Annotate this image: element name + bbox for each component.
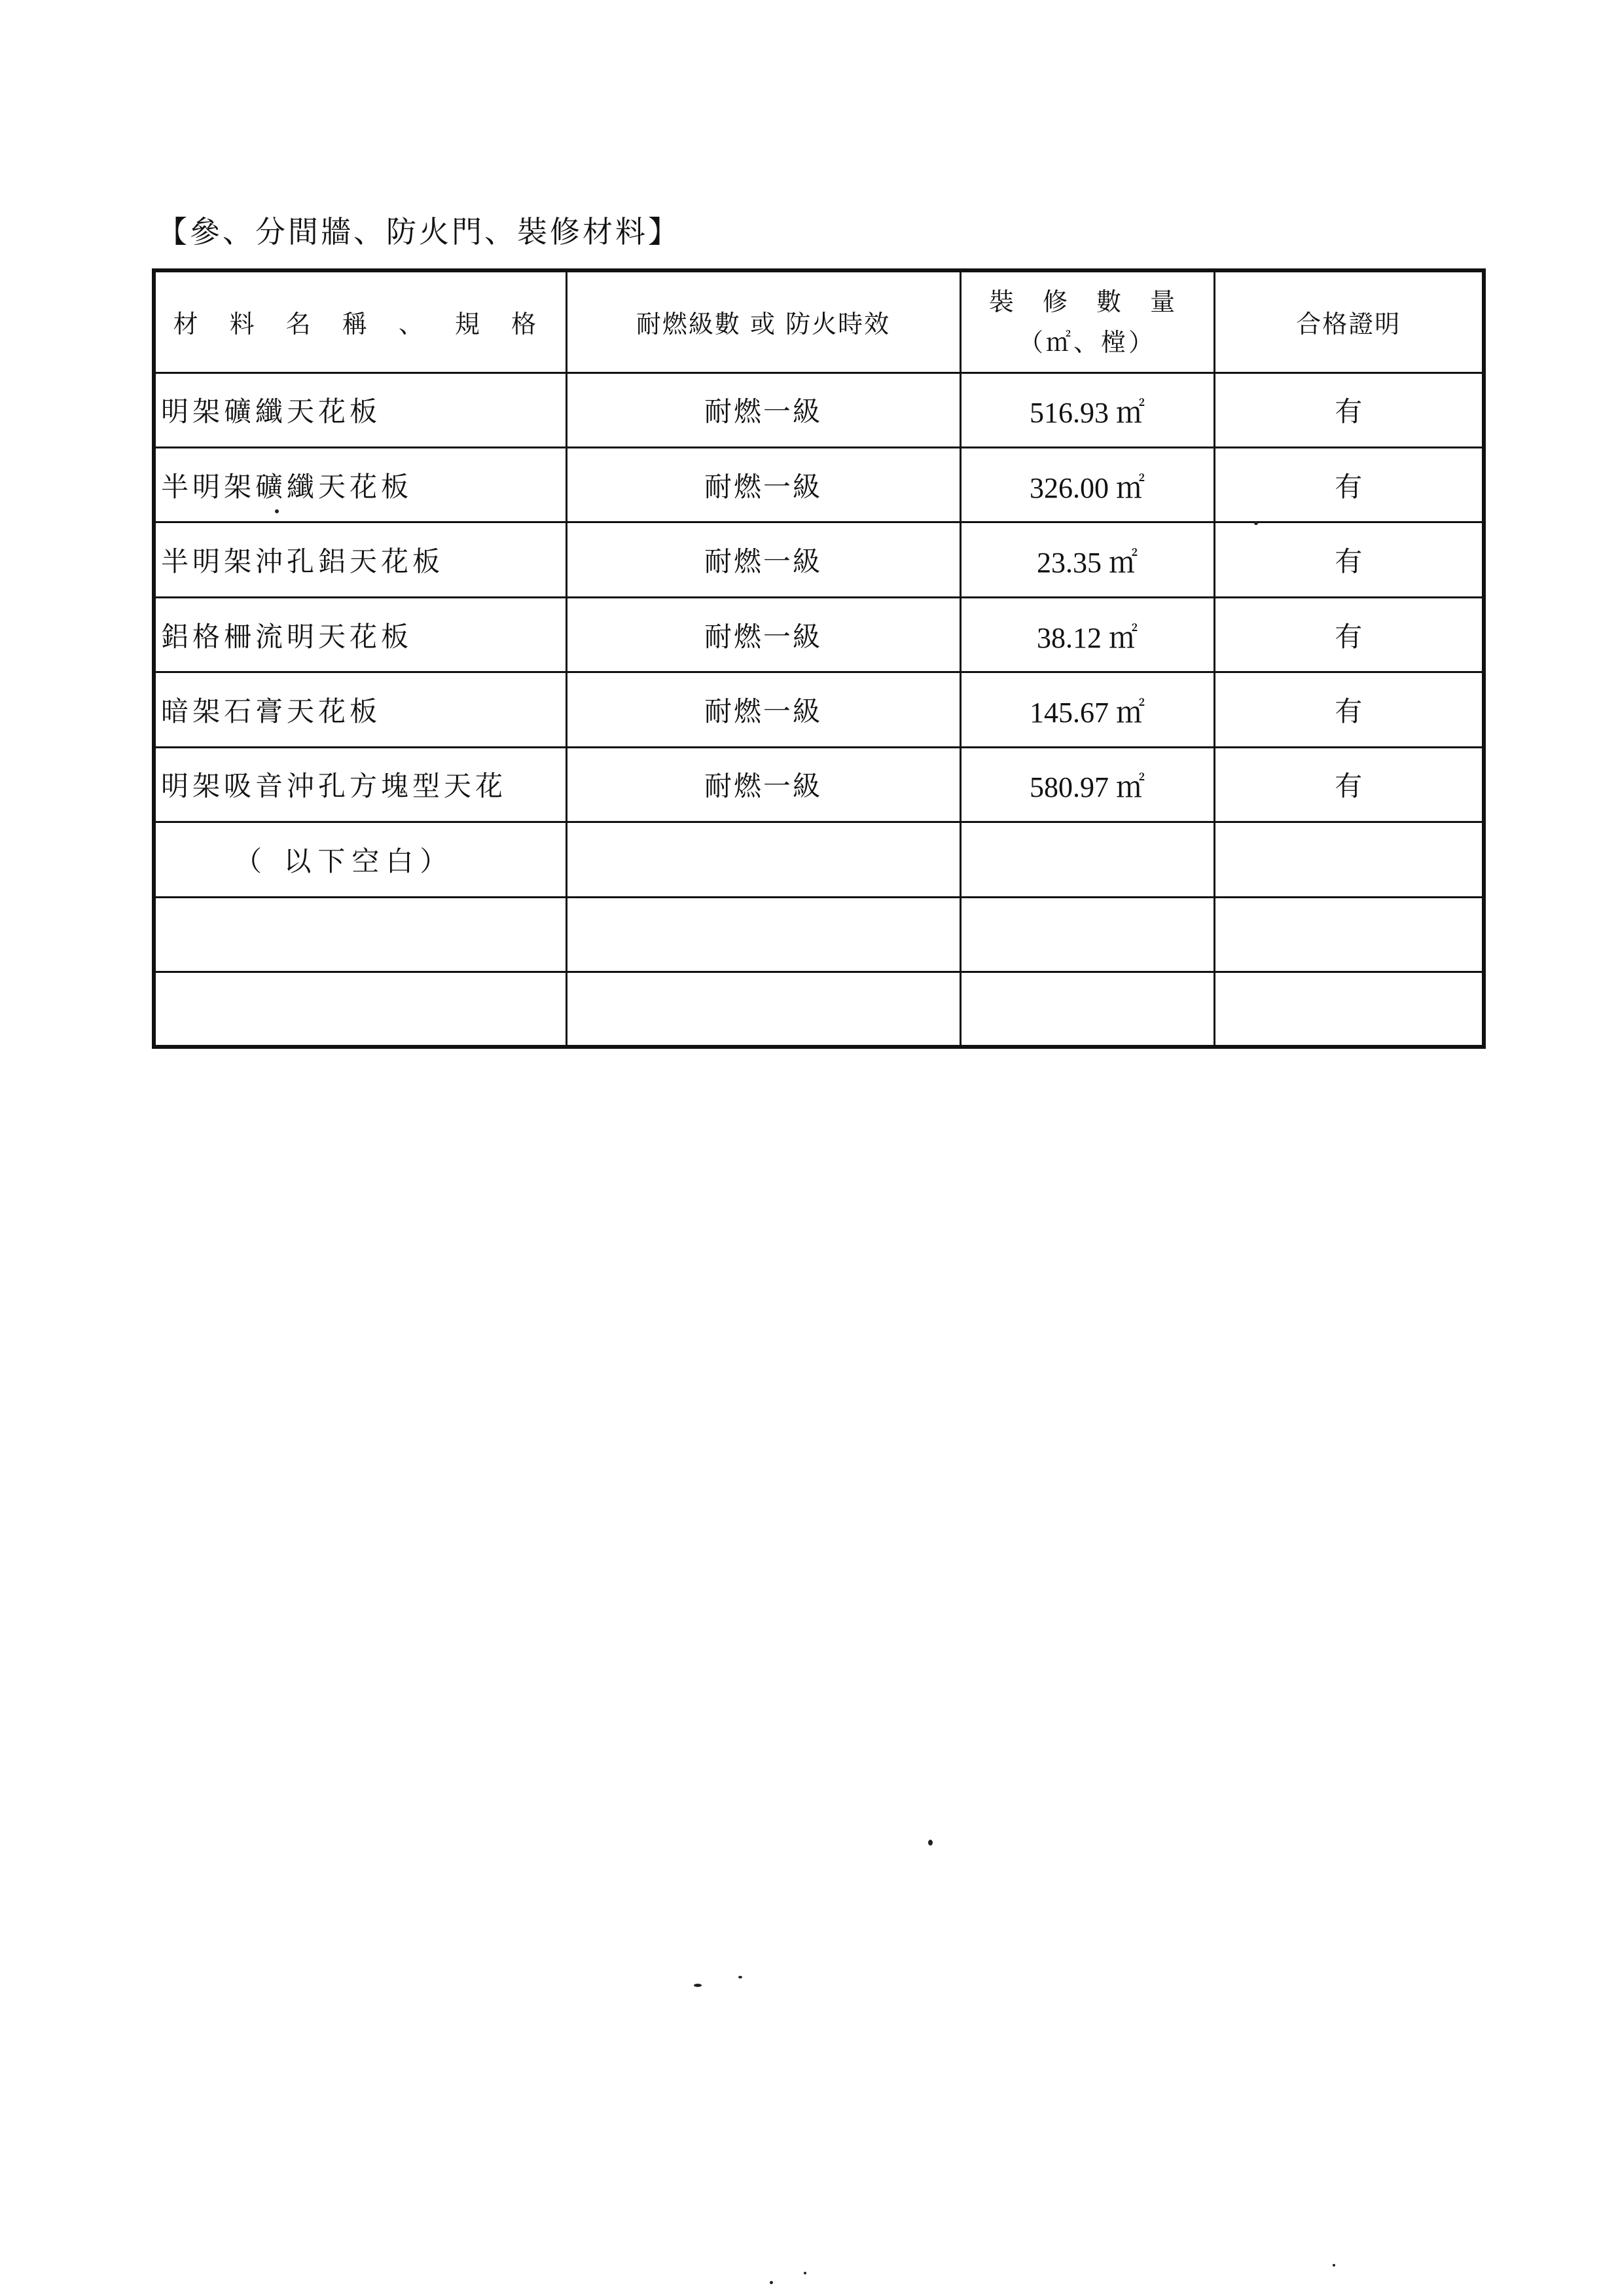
quantity-cell: 516.93 ㎡ xyxy=(960,373,1214,447)
scan-speck xyxy=(804,2272,806,2274)
header-quantity xyxy=(960,270,1214,373)
material-name-cell: 半明架沖孔鋁天花板 xyxy=(154,522,566,597)
certificate-cell: 有 xyxy=(1214,447,1484,522)
certificate-cell: 有 xyxy=(1214,597,1484,672)
empty-cell xyxy=(154,972,566,1048)
materials-table xyxy=(152,268,1486,1049)
header-quantity-line2: （㎡、樘） xyxy=(1018,327,1156,357)
empty-cell xyxy=(1214,897,1484,972)
fire-rating-cell: 耐燃一級 xyxy=(566,672,960,747)
table-row xyxy=(154,747,1484,822)
empty-cell xyxy=(1214,822,1484,897)
empty-cell xyxy=(566,972,960,1048)
scan-speck xyxy=(928,1840,933,1846)
empty-cell xyxy=(566,822,960,897)
certificate-cell: 有 xyxy=(1214,747,1484,822)
fire-rating-cell: 耐燃一級 xyxy=(566,522,960,597)
fire-rating-cell: 耐燃一級 xyxy=(566,597,960,672)
header-material-name: 材 料 名 稱 、 規 格 xyxy=(154,270,566,373)
blank-note-cell: （ 以下空白） xyxy=(154,822,566,897)
table-row-empty xyxy=(154,972,1484,1048)
table-header-row xyxy=(154,270,1484,373)
scan-speck xyxy=(694,1984,702,1987)
certificate-cell: 有 xyxy=(1214,373,1484,447)
certificate-cell: 有 xyxy=(1214,522,1484,597)
table-row xyxy=(154,522,1484,597)
header-quantity-line1: 裝 修 數 量 xyxy=(988,287,1186,316)
table-row xyxy=(154,447,1484,522)
header-certificate: 合格證明 xyxy=(1214,270,1484,373)
header-fire-rating: 耐燃級數 或 防火時效 xyxy=(566,270,960,373)
quantity-cell: 326.00 ㎡ xyxy=(960,447,1214,522)
fire-rating-cell: 耐燃一級 xyxy=(566,447,960,522)
quantity-cell: 23.35 ㎡ xyxy=(960,522,1214,597)
scan-speck xyxy=(275,509,279,513)
scan-speck xyxy=(1254,521,1258,525)
material-name-cell: 明架吸音沖孔方塊型天花 xyxy=(154,747,566,822)
table-row-empty xyxy=(154,897,1484,972)
fire-rating-cell: 耐燃一級 xyxy=(566,373,960,447)
material-name-cell: 鋁格柵流明天花板 xyxy=(154,597,566,672)
material-name-cell: 半明架礦纖天花板 xyxy=(154,447,566,522)
table-row xyxy=(154,672,1484,747)
fire-rating-cell: 耐燃一級 xyxy=(566,747,960,822)
empty-cell xyxy=(154,897,566,972)
certificate-cell: 有 xyxy=(1214,672,1484,747)
table-row-blank-note xyxy=(154,822,1484,897)
empty-cell xyxy=(566,897,960,972)
quantity-cell: 38.12 ㎡ xyxy=(960,597,1214,672)
quantity-cell: 580.97 ㎡ xyxy=(960,747,1214,822)
scan-speck xyxy=(738,1976,742,1978)
material-name-cell: 明架礦纖天花板 xyxy=(154,373,566,447)
empty-cell xyxy=(960,822,1214,897)
section-title: 【參、分間牆、防火門、裝修材料】 xyxy=(157,214,681,249)
empty-cell xyxy=(1214,972,1484,1048)
table-row xyxy=(154,373,1484,447)
material-name-cell: 暗架石膏天花板 xyxy=(154,672,566,747)
empty-cell xyxy=(960,972,1214,1048)
scan-speck xyxy=(1333,2264,1335,2267)
empty-cell xyxy=(960,897,1214,972)
table-row xyxy=(154,597,1484,672)
quantity-cell: 145.67 ㎡ xyxy=(960,672,1214,747)
scan-speck xyxy=(770,2281,773,2284)
